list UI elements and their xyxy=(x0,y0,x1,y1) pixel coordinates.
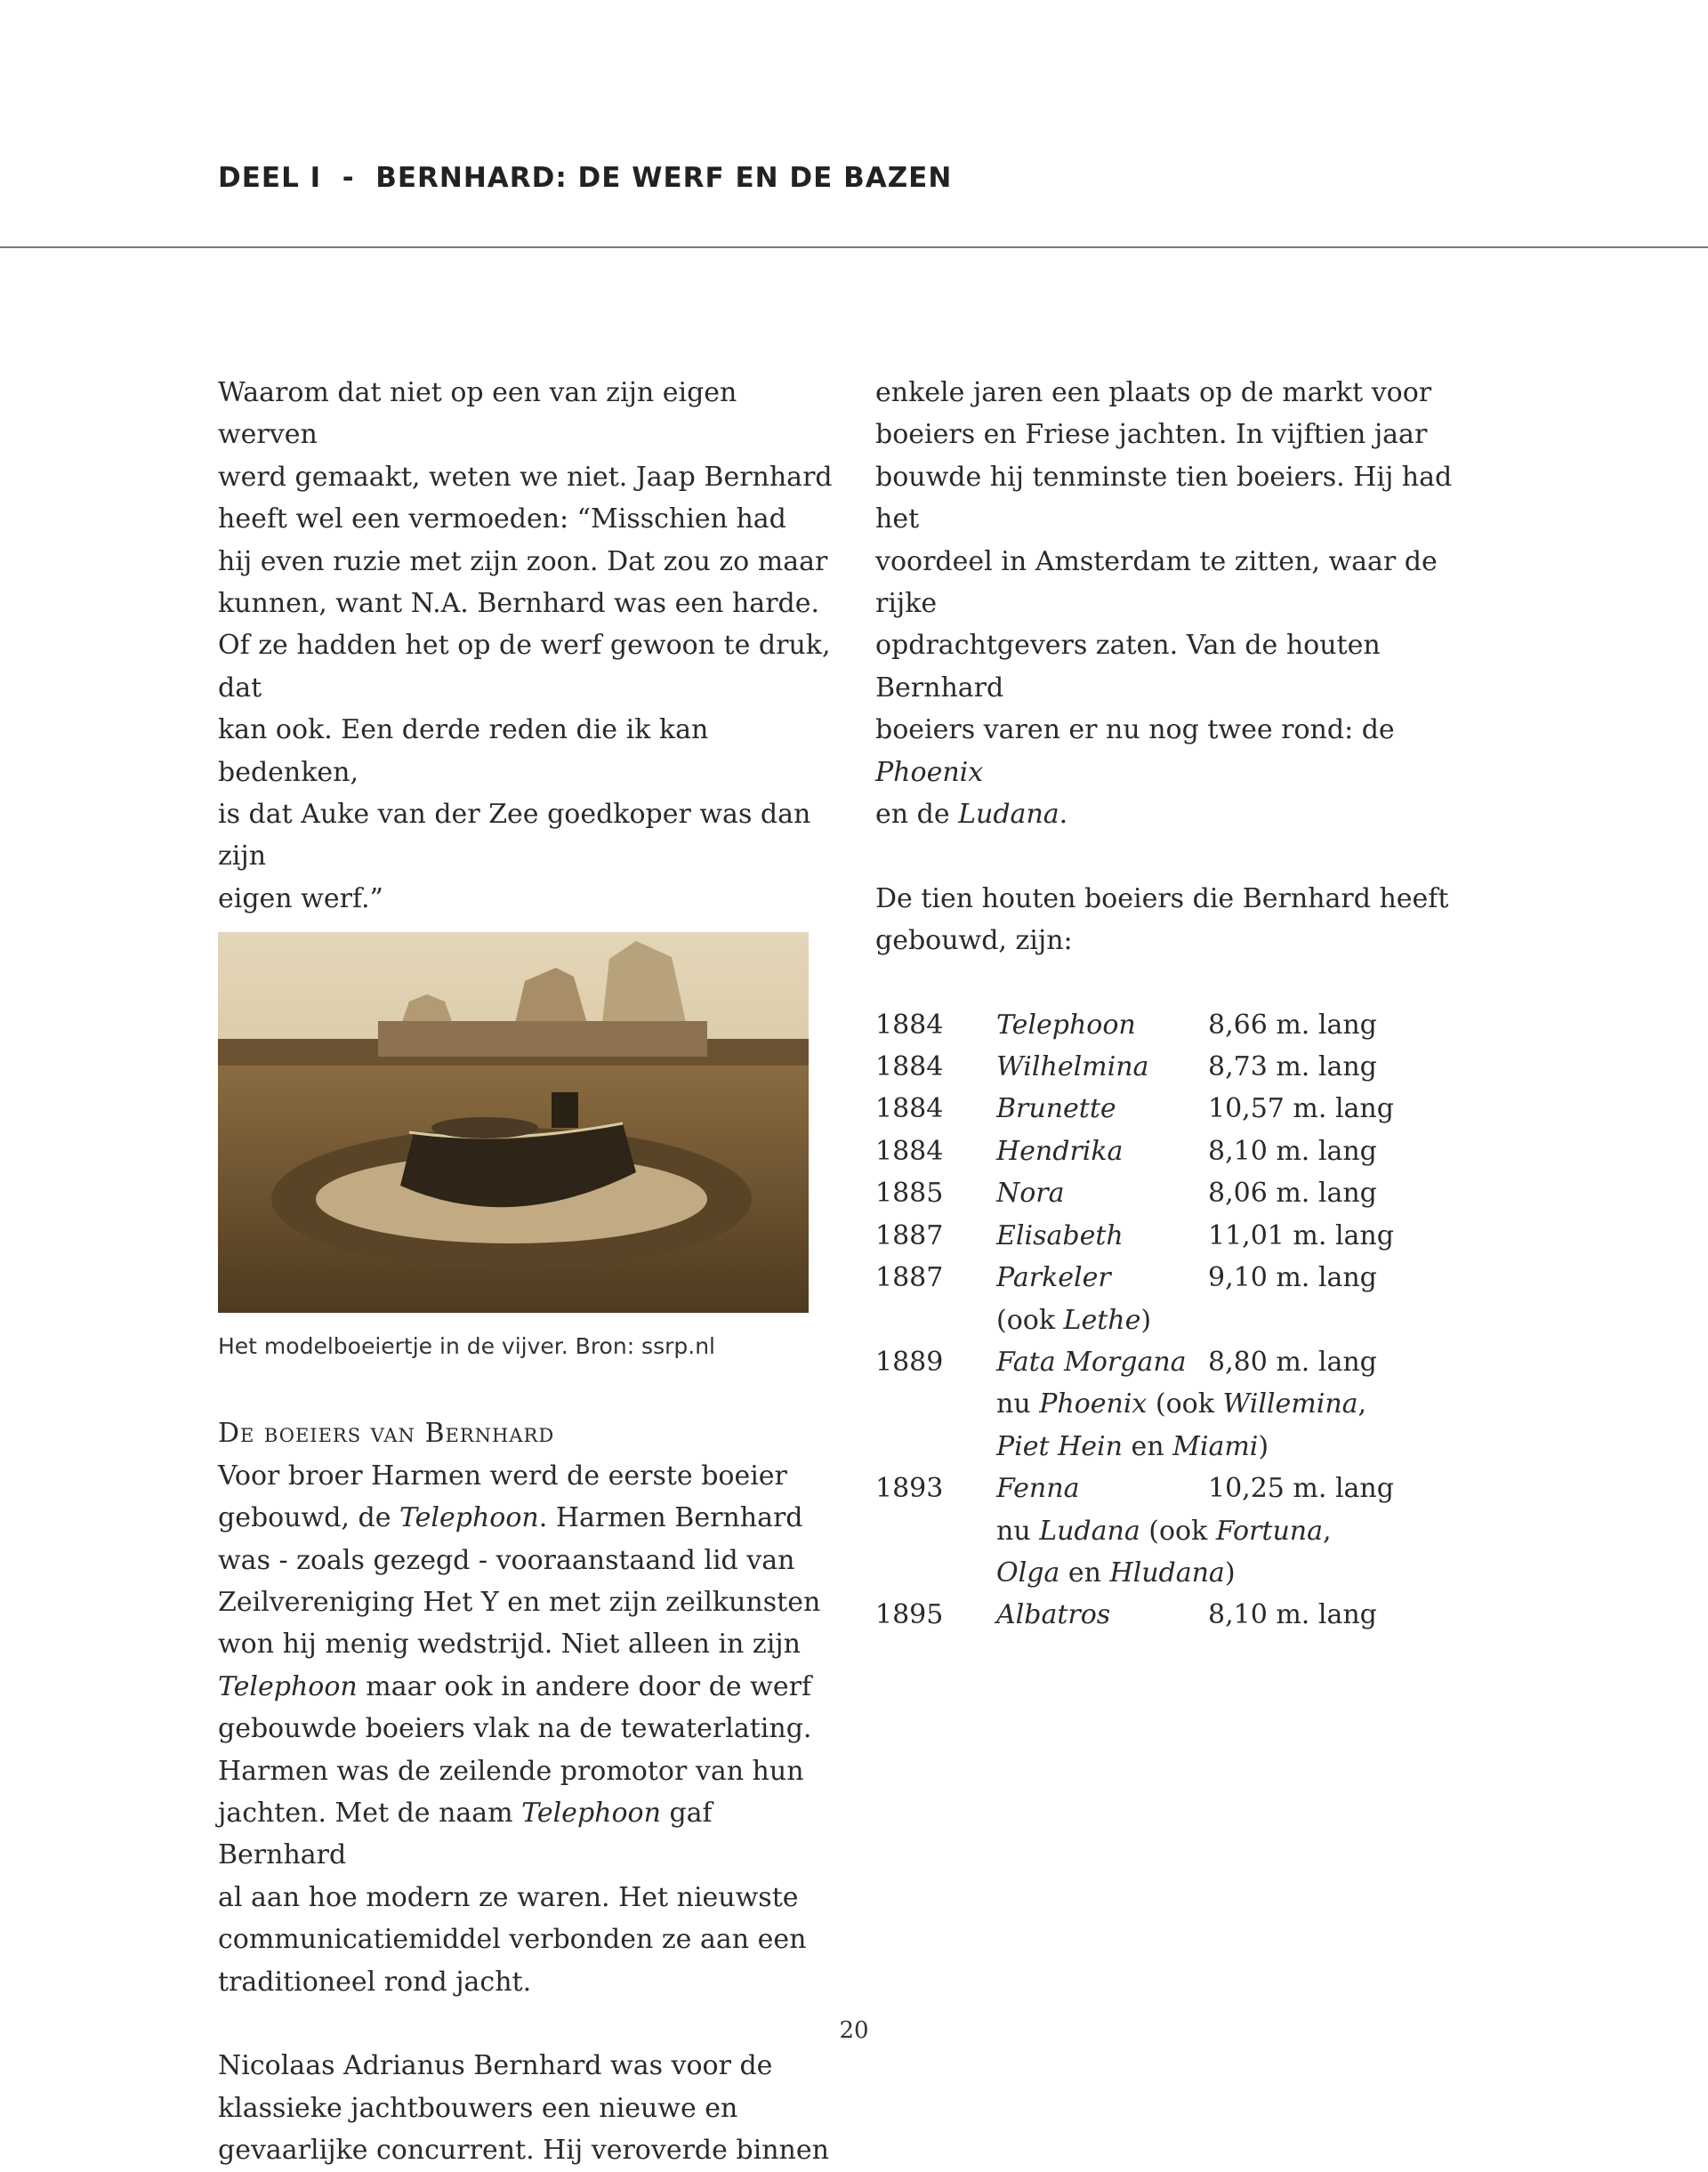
list-item: 1893 Fenna 10,25 m. lang xyxy=(875,1473,1394,1505)
list-item: 1884 Hendrika 8,10 m. lang xyxy=(875,1135,1377,1167)
header-rule xyxy=(0,246,1708,248)
list-item: 1884 Telephoon 8,66 m. lang xyxy=(875,1009,1377,1041)
left-column xyxy=(218,372,841,2172)
list-item-note: Olga en Hludana) xyxy=(996,1557,1236,1589)
list-item: 1884 Wilhelmina 8,73 m. lang xyxy=(875,1051,1377,1083)
page-number: 20 xyxy=(839,2017,869,2044)
right-column xyxy=(875,372,1498,1637)
list-item-note: Piet Hein en Miami) xyxy=(996,1430,1269,1462)
left-paragraph-3: Nicolaas Adrianus Bernhard was voor de klassieke jachtbouwers een nieuwe en gevaarlijke concurrent. Hij veroverde binnen xyxy=(218,2050,829,2167)
left-paragraph-1: Waarom dat niet op een van zijn eigen werven werd gemaakt, weten we niet. Jaap Bernhard heeft wel een vermoeden: “Misschien had hij even ruzie met zijn zoon. Dat zou zo maar kunnen, want N.A. Bernhard was een harde. Of ze hadden het op de werf gewoon te druk, dat kan ook. Een derde reden die ik kan bedenken, is dat Auke van der Zee goedkoper was dan zijn eigen werf.” xyxy=(218,377,833,914)
list-item: 1885 Nora 8,06 m. lang xyxy=(875,1178,1377,1210)
section-title: De boeiers van Bernhard xyxy=(218,1418,555,1450)
list-item: 1887 Elisabeth 11,01 m. lang xyxy=(875,1219,1394,1251)
list-item-note: nu Ludana (ook Fortuna, xyxy=(996,1515,1332,1547)
right-paragraph-2: De tien houten boeiers die Bernhard heeft gebouwd, zijn: xyxy=(875,882,1449,957)
list-item: 1887 Parkeler 9,10 m. lang xyxy=(875,1262,1377,1294)
running-header: DEEL I - BERNHARD: DE WERF EN DE BAZEN xyxy=(218,162,953,194)
right-paragraph-1: enkele jaren een plaats op de markt voor boeiers en Friese jachten. In vijftien jaar bouwde hij tenminste tien boeiers. Hij had het voordeel in Amsterdam te zitten, waar de rijke opdrachtgevers zaten. Van de houten Bernhard boeiers varen er nu nog twee rond: de Phoenix en de Ludana. xyxy=(875,377,1453,831)
boat-list xyxy=(875,1004,1498,1637)
list-item: 1889 Fata Morgana 8,80 m. lang xyxy=(875,1346,1377,1378)
photo-caption: Het modelboeiertje in de vijver. Bron: ssrp.nl xyxy=(218,1333,715,1360)
boat-photo xyxy=(218,932,809,1313)
photo-illustration xyxy=(218,932,809,1313)
list-item-note: (ook Lethe) xyxy=(996,1304,1152,1336)
list-item: 1895 Albatros 8,10 m. lang xyxy=(875,1599,1377,1631)
list-item: 1884 Brunette 10,57 m. lang xyxy=(875,1093,1394,1125)
list-item-note: nu Phoenix (ook Willemina, xyxy=(996,1388,1367,1420)
left-paragraph-2: Voor broer Harmen werd de eerste boeier gebouwd, de Telephoon. Harmen Bernhard was - zoals gezegd - vooraanstaand lid van Zeilvereniging Het Y en met zijn zeilkunsten won hij menig wedstrijd. Niet alleen in zijn Telephoon maar ook in andere door de werf gebouwde boeiers vlak na de tewaterlating. Harmen was de zeilende promotor van hun jachten. Met de naam Telephoon gaf Bernhard al aan hoe modern ze waren. Het nieuwste communicatiemiddel verbonden ze aan een traditioneel rond jacht. xyxy=(218,1460,821,1998)
